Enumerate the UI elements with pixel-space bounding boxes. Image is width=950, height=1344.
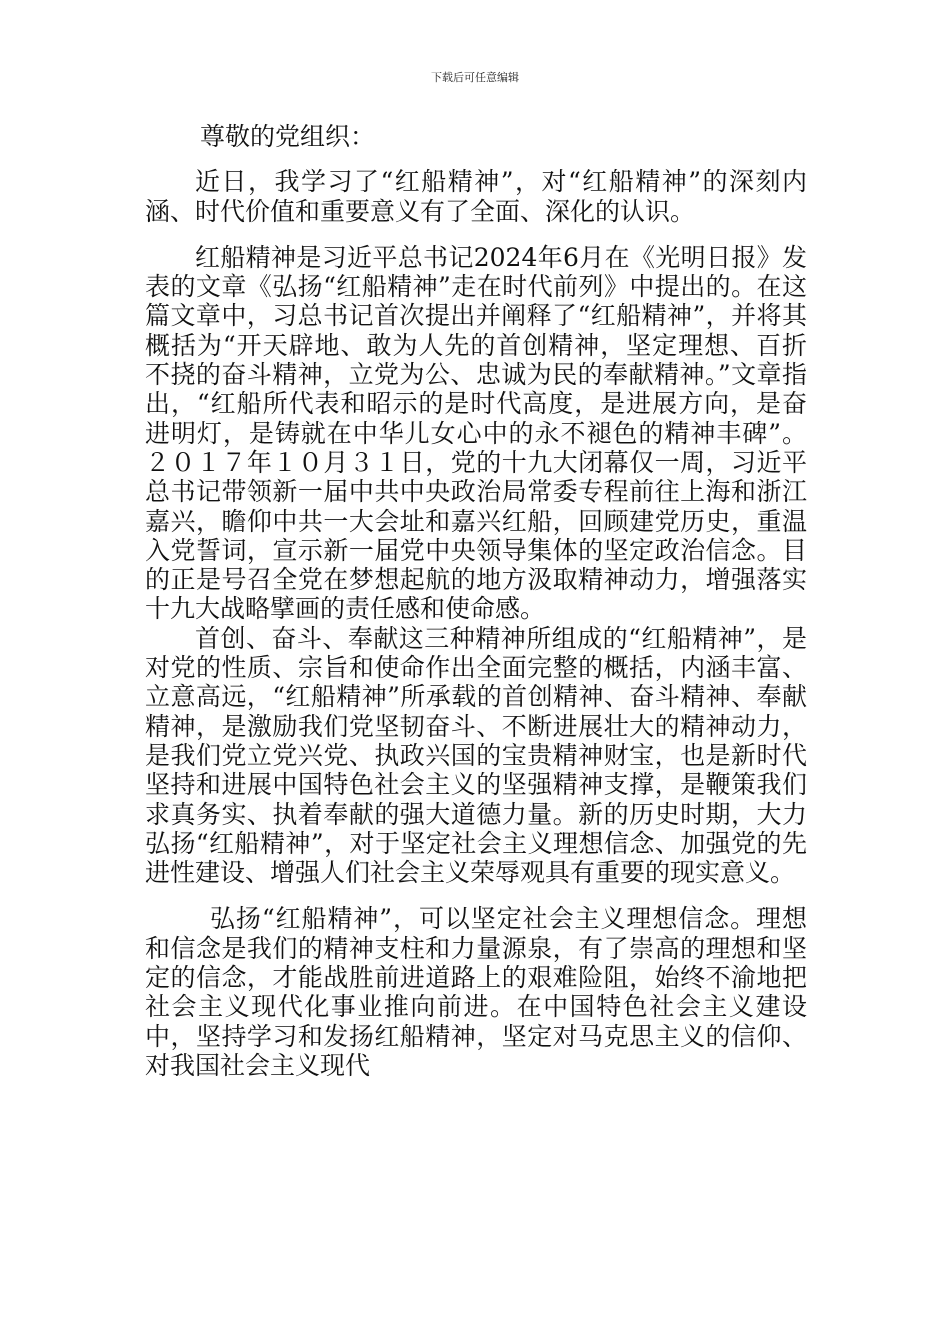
page-header: 下载后可任意编辑 — [431, 71, 519, 84]
paragraph-4: 弘扬“红船精神”，可以坚定社会主义理想信念。理想和信念是我们的精神支柱和力量源泉，有了崇高的理想和坚定的信念，才能战胜前进道路上的艰难险阻，始终不渝地把社会主义现代化事业推向前进。在中国特色社会主义建设中，坚持学习和发扬红船精神，坚定对马克思主义的信仰、对我国社会主义现代 — [145, 904, 807, 1080]
paragraph-3: 首创、奋斗、奉献这三种精神所组成的“红船精神”，是对党的性质、宗旨和使命作出全面完整的概括，内涵丰富、立意高远，“红船精神”所承载的首创精神、奋斗精神、奉献精神，是激励我们党坚韧奋斗、不断进展壮大的精神动力，是我们党立党兴党、执政兴国的宝贵精神财宝，也是新时代坚持和进展中国特色社会主义的坚强精神支撑，是鞭策我们求真务实、执着奉献的强大道德力量。新的历史时期，大力弘扬“红船精神”，对于坚定社会主义理想信念、加强党的先进性建设、增强人们社会主义荣辱观具有重要的现实意义。 — [145, 623, 807, 888]
paragraph-1: 近日，我学习了“红船精神”，对“红船精神”的深刻内涵、时代价值和重要意义有了全面、深化的认识。 — [145, 167, 807, 226]
salutation: 尊敬的党组织： — [200, 122, 376, 151]
document-body — [145, 122, 807, 1080]
paragraph-2: 红船精神是习近平总书记2024年6月在《光明日报》发表的文章《弘扬“红船精神”走在时代前列》中提出的。在这篇文章中，习总书记首次提出并阐释了“红船精神”，并将其概括为“开天辟地、敢为人先的首创精神，坚定理想、百折不挠的奋斗精神，立党为公、忠诚为民的奉献精神。”文章指出，“红船所代表和昭示的是时代高度，是进展方向，是奋进明灯，是铸就在中华儿女心中的永不褪色的精神丰碑”。 ２０１７年１０月３１日，党的十九大闭幕仅一周，习近平总书记带领新一届中共中央政治局常委专程前往上海和浙江嘉兴，瞻仰中共一大会址和嘉兴红船，回顾建党历史，重温入党誓词，宣示新一届党中央领导集体的坚定政治信念。目的正是号召全党在梦想起航的地方汲取精神动力，增强落实十九大战略擘画的责任感和使命感。 — [145, 242, 807, 624]
